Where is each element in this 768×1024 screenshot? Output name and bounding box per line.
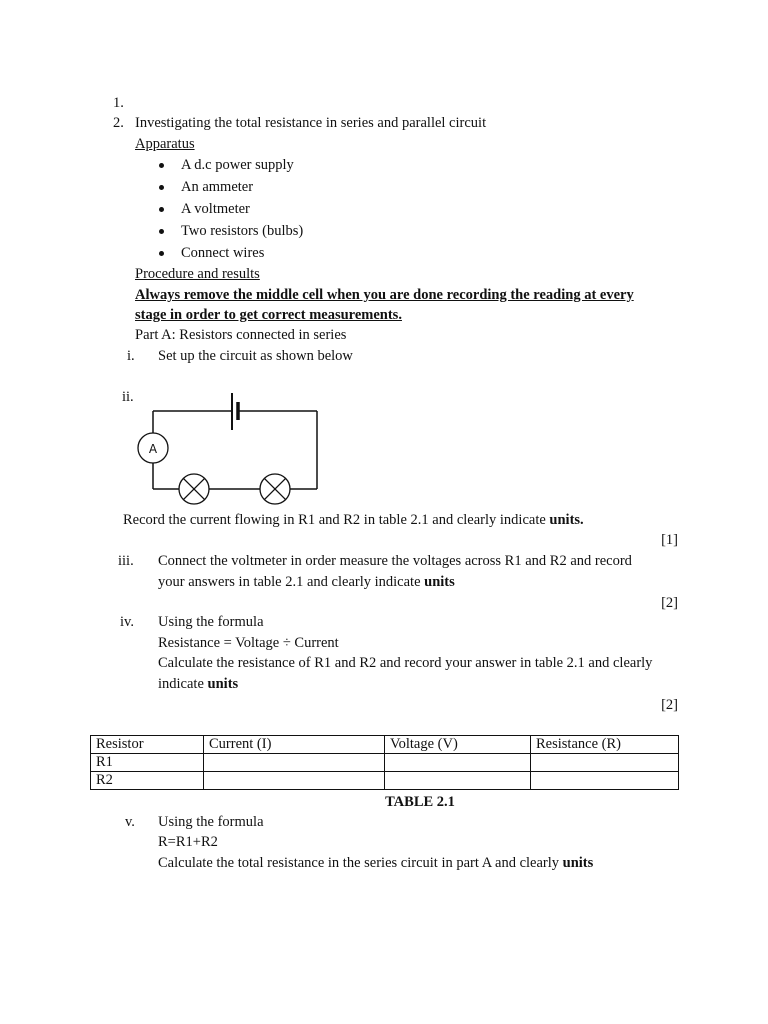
step-iv-number: iv. [120,614,134,630]
step-v-plain: Calculate the total resistance in the series circuit in part A and clearly [158,855,560,871]
procedure-heading: Procedure and results [135,266,260,282]
step-v-number: v. [125,814,135,830]
step-iv-bold: units [207,676,239,692]
warning-line-2: stage in order to get correct measurements. [135,307,402,323]
step-iv-line-1: Using the formula [158,614,264,630]
apparatus-item: A voltmeter [181,201,250,217]
step-v-bold: units [562,855,594,871]
record-current-bold: units. [549,512,584,528]
table-cell [385,754,531,772]
table-cell [385,772,531,790]
apparatus-item: A d.c power supply [181,157,294,173]
step-i-number: i. [127,348,135,364]
step-iii-line-1: Connect the voltmeter in order measure the voltages across R1 and R2 and record [158,553,632,569]
mark-allocation: [1] [661,532,678,548]
record-current-text [123,511,584,529]
table-cell: R1 [91,754,204,772]
bullet-icon [159,207,164,212]
step-iv-line-4 [158,675,238,693]
apparatus-heading: Apparatus [135,136,195,152]
bullet-icon [159,229,164,234]
mark-allocation: [2] [661,595,678,611]
bullet-icon [159,185,164,190]
apparatus-item: Connect wires [181,245,265,261]
results-table [90,735,679,790]
list-number-2: 2. [113,115,124,131]
table-header-cell: Resistor [91,736,204,754]
table-row [91,754,679,772]
bullet-icon [159,251,164,256]
table-cell [204,772,385,790]
bullet-icon [159,163,164,168]
series-circuit-diagram [132,388,322,508]
step-v-line-3 [158,854,593,872]
warning-line-1: Always remove the middle cell when you are done recording the reading at every [135,287,634,303]
bulb-r2-icon [260,474,290,504]
step-iii-number: iii. [118,553,134,569]
table-cell [204,754,385,772]
step-v-line-1: Using the formula [158,814,264,830]
part-a-heading: Part A: Resistors connected in series [135,327,347,343]
table-row [91,772,679,790]
step-iii-line-2 [158,573,455,591]
step-ii-number: ii. [122,389,134,405]
table-header-cell: Voltage (V) [385,736,531,754]
step-iii-bold: units [424,574,455,590]
ammeter-label: A [148,442,158,456]
table-cell [531,754,679,772]
cell-icon [232,393,238,430]
step-i-text: Set up the circuit as shown below [158,348,353,364]
step-iv-line-3: Calculate the resistance of R1 and R2 and record your answer in table 2.1 and clearly [158,655,653,671]
step-v-formula: R=R1+R2 [158,834,218,850]
table-header-cell: Resistance (R) [531,736,679,754]
record-current-plain: Record the current flowing in R1 and R2 in table 2.1 and clearly indicate [123,512,546,528]
step-iii-plain: your answers in table 2.1 and clearly indicate [158,574,421,590]
mark-allocation: [2] [661,697,678,713]
list-number-1: 1. [113,95,124,111]
table-header-cell: Current (I) [204,736,385,754]
apparatus-item: Two resistors (bulbs) [181,223,304,239]
bulb-r1-icon [179,474,209,504]
step-iv-formula: Resistance = Voltage ÷ Current [158,635,339,651]
table-cell: R2 [91,772,204,790]
table-cell [531,772,679,790]
table-caption: TABLE 2.1 [385,794,455,810]
apparatus-item: An ammeter [181,179,254,195]
table-header-row [91,736,679,754]
step-iv-plain: indicate [158,676,204,692]
experiment-title: Investigating the total resistance in series and parallel circuit [135,115,487,131]
